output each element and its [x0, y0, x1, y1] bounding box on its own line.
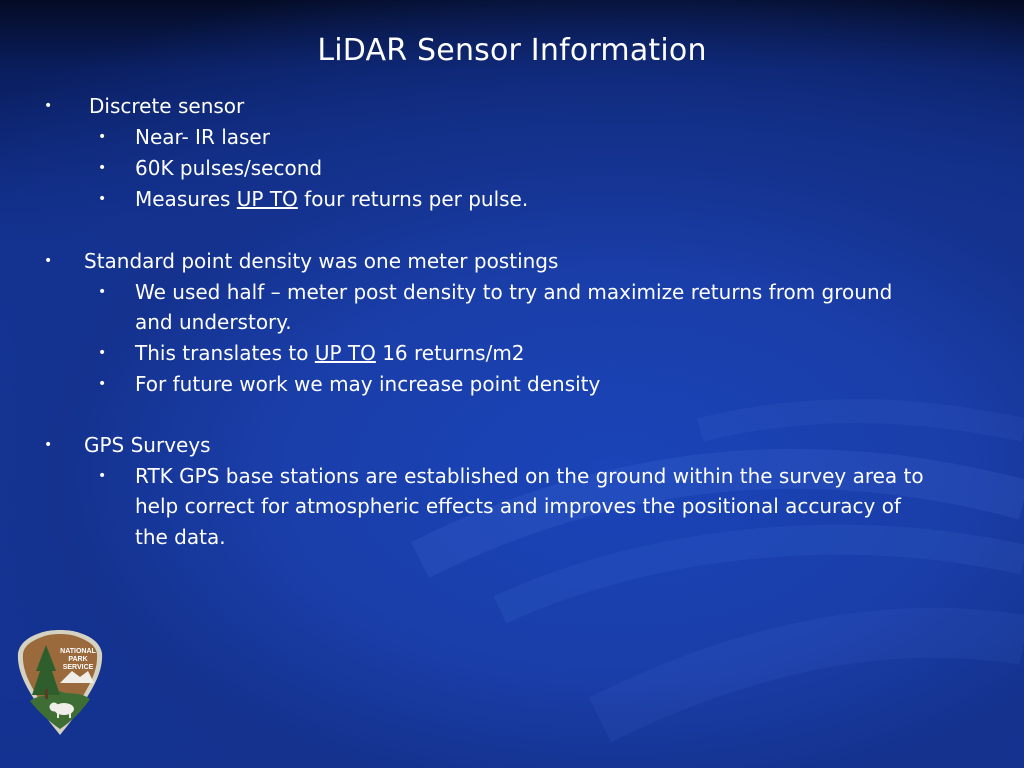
sub-bullet-pulses: 60K pulses/second: [135, 156, 323, 180]
text-prefix: Measures: [135, 187, 237, 211]
text-prefix: This translates to: [135, 341, 315, 365]
bullet-marker: •: [44, 437, 53, 453]
sub-bullet-translates-returns: [135, 341, 525, 365]
sub-bullet-marker: •: [98, 284, 107, 300]
bullet-marker: •: [44, 98, 53, 114]
sub-bullet-future-work: For future work we may increase point density: [135, 372, 601, 396]
logo-text-service: SERVICE: [62, 664, 94, 671]
logo-text-park: PARK: [68, 656, 88, 663]
logo-text-national: NATIONAL: [60, 648, 96, 655]
sub-bullet-rtk-line2: help correct for atmospheric effects and improves the positional accuracy of: [135, 494, 901, 518]
sub-bullet-marker: •: [98, 129, 107, 145]
bullet-standard-point-density: Standard point density was one meter postings: [84, 249, 559, 273]
sub-bullet-marker: •: [98, 345, 107, 361]
underlined-emphasis: UP TO: [236, 187, 298, 211]
text-suffix: four returns per pulse.: [297, 187, 529, 211]
sub-bullet-rtk-line3: the data.: [135, 525, 226, 549]
sub-bullet-near-ir-laser: Near- IR laser: [135, 125, 270, 149]
sub-bullet-marker: •: [98, 160, 107, 176]
underlined-emphasis: UP TO: [314, 341, 376, 365]
sub-bullet-half-meter-line1: We used half – meter post density to try and maximize returns from ground: [135, 280, 893, 304]
sub-bullet-marker: •: [98, 468, 107, 484]
sub-bullet-marker: •: [98, 376, 107, 392]
bullet-marker: •: [44, 253, 53, 269]
sub-bullet-measures-returns: [135, 187, 528, 211]
sub-bullet-rtk-line1: RTK GPS base stations are established on the ground within the survey area to: [135, 464, 924, 488]
bullet-discrete-sensor: Discrete sensor: [89, 94, 245, 118]
arrowhead-icon: [16, 627, 104, 737]
bullet-gps-surveys: GPS Surveys: [84, 433, 211, 457]
sub-bullet-marker: •: [98, 191, 107, 207]
nps-arrowhead-logo: [16, 627, 104, 737]
sub-bullet-half-meter-line2: and understory.: [135, 310, 292, 334]
slide-title: LiDAR Sensor Information: [317, 33, 707, 68]
text-suffix: 16 returns/m2: [375, 341, 525, 365]
